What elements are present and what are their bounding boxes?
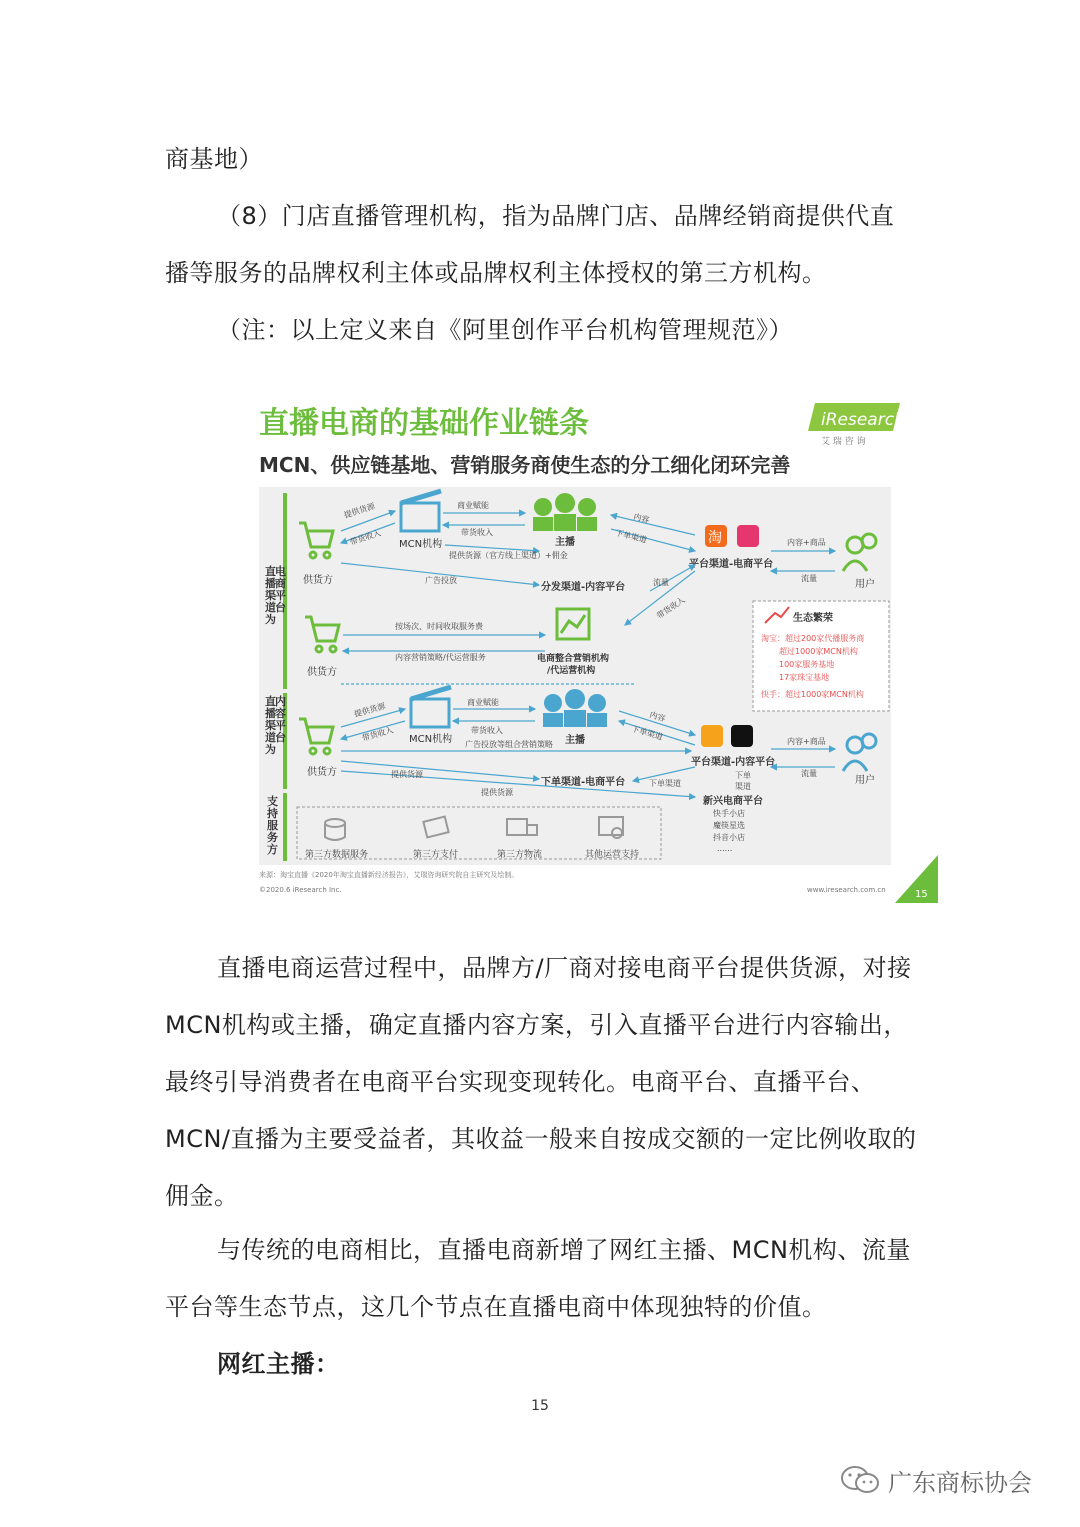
svg-text:直播渠道为: 直播渠道为	[265, 695, 276, 756]
svg-text:内容: 内容	[632, 512, 651, 525]
support-item-payment: 第三方支付	[413, 850, 459, 860]
svg-text:淘: 淘	[708, 530, 722, 546]
support-item-data: 第三方数据服务	[305, 850, 369, 860]
iresearch-logo	[808, 403, 905, 447]
ecommerce-platform-label: 平台渠道-电商平台	[689, 559, 774, 570]
paragraph-definition-8: （8）门店直播管理机构，指为品牌门店、品牌经销商提供代直 播等服务的品牌权利主体或品牌权利主体授权的第三方机构。	[165, 202, 895, 287]
svg-text:直播渠道为: 直播渠道为	[265, 565, 276, 626]
ecommerce-chain-figure	[255, 395, 938, 905]
svg-text:超过1000家MCN机构: 超过1000家MCN机构	[779, 647, 858, 656]
wechat-icon	[840, 1465, 880, 1495]
host-label-2: 主播	[565, 735, 585, 746]
figure-subtitle: MCN、供应链基地、营销服务商使生态的分工细化闭环完善	[259, 453, 791, 477]
user-label-2: 用户	[855, 775, 875, 786]
svg-text:广告投放: 广告投放	[425, 576, 457, 585]
svg-text:带货收入: 带货收入	[471, 726, 503, 735]
svg-text:内容+商品: 内容+商品	[787, 538, 826, 547]
svg-text:100家服务基地: 100家服务基地	[779, 660, 835, 669]
new-platform-label: 新兴电商平台	[703, 796, 763, 807]
svg-text:渠道: 渠道	[735, 782, 751, 791]
mcn-label: MCN机构	[399, 539, 443, 550]
svg-text:商业赋能: 商业赋能	[467, 698, 499, 707]
svg-text:广告投放等组合营销策略: 广告投放等组合营销策略	[465, 740, 553, 749]
svg-text:流量: 流量	[801, 574, 817, 583]
order-platform-label: 下单渠道-电商平台	[541, 777, 626, 788]
svg-text:下单渠道: 下单渠道	[614, 528, 648, 545]
user-label: 用户	[855, 579, 875, 590]
svg-text:流量: 流量	[653, 578, 669, 587]
svg-text:淘宝：超过200家代播服务商: 淘宝：超过200家代播服务商	[761, 634, 865, 643]
agency-label-1: 电商整合营销机构	[537, 654, 610, 664]
svg-text:提供货源（官方线上渠道）+佣金: 提供货源（官方线上渠道）+佣金	[449, 551, 568, 560]
agency-label-2: /代运营机构	[547, 666, 596, 676]
svg-text:内容+商品: 内容+商品	[787, 737, 826, 746]
paragraph-chain-description: 直播电商运营过程中，品牌方/厂商对接电商平台提供货源，对接MCN机构或主播，确定直播内容方案，引入直播平台进行内容输出，最终引导消费者在电商平台实现变现转化。电商平台、直播平台、MCN/直播为主要受益者，其收益一般来自按成交额的一定比例收取的佣金。	[165, 954, 917, 1210]
svg-text:快手：超过1000家MCN机构: 快手：超过1000家MCN机构	[761, 690, 864, 699]
supplier-label-2: 供货方	[307, 667, 337, 678]
support-label	[267, 794, 279, 856]
svg-text:提供货源: 提供货源	[353, 701, 387, 719]
svg-text:按场次、时间收取服务费: 按场次、时间收取服务费	[395, 622, 483, 631]
svg-text:带货收入: 带货收入	[461, 528, 493, 537]
svg-text:提供货源: 提供货源	[481, 788, 513, 797]
paragraph-continuation: 商基地）	[165, 145, 263, 173]
ecology-title: 生态繁荣	[793, 613, 833, 624]
supplier-label: 供货方	[303, 575, 333, 586]
svg-text:下单渠道: 下单渠道	[630, 724, 664, 742]
paragraph-note: （注：以上定义来自《阿里创作平台机构管理规范》）	[217, 316, 793, 344]
svg-text:15: 15	[915, 889, 928, 900]
svg-text:电商平台: 电商平台	[275, 565, 286, 614]
svg-text:下单: 下单	[735, 771, 751, 780]
page-number: 15	[531, 1398, 549, 1414]
svg-text:下单渠道: 下单渠道	[649, 779, 681, 788]
support-item-logistics: 第三方物流	[497, 850, 543, 860]
figure-page-badge	[895, 855, 938, 903]
section-heading-influencer: 网红主播：	[217, 1350, 340, 1378]
svg-text:提供货源: 提供货源	[391, 770, 423, 779]
mcn-label-2: MCN机构	[409, 734, 453, 745]
figure-copyright: ©2020.6 iResearch Inc.	[259, 886, 342, 894]
people-icon-2	[543, 689, 607, 727]
svg-text:带货收入: 带货收入	[348, 528, 383, 547]
svg-text:17家珠宝基地: 17家珠宝基地	[779, 673, 830, 682]
paragraph-comparison: 与传统的电商相比，直播电商新增了网红主播、MCN机构、流量平台等生态节点，这几个节点在直播电商中体现独特的价值。	[165, 1236, 911, 1321]
svg-text:提供货源: 提供货源	[342, 501, 377, 520]
wechat-watermark: 广东商标协会	[840, 1462, 1032, 1498]
svg-text:......: ......	[717, 844, 733, 853]
svg-text:内容平台: 内容平台	[275, 695, 286, 744]
figure-source: 来源：淘宝直播《2020年淘宝直播新经济报告》，艾瑞咨询研究院自主研究及绘制。	[259, 871, 519, 879]
people-icon	[533, 493, 597, 531]
svg-text:带货收入: 带货收入	[361, 725, 395, 743]
distribution-label: 分发渠道-内容平台	[541, 582, 626, 593]
figure-website: www.iresearch.com.cn	[807, 886, 886, 894]
supplier-label-3: 供货方	[307, 767, 337, 778]
svg-text:带货收入: 带货收入	[655, 595, 687, 621]
svg-text:支持服务方: 支持服务方	[267, 795, 278, 856]
content-platform-label: 平台渠道-内容平台	[691, 757, 776, 768]
svg-text:艾 瑞 咨 询: 艾 瑞 咨 询	[821, 437, 866, 447]
svg-text:魔筷星选: 魔筷星选	[713, 821, 745, 830]
svg-text:快手小店: 快手小店	[713, 809, 745, 818]
support-item-other: 其他运营支持	[585, 850, 640, 860]
svg-text:内容营销策略/代运营服务: 内容营销策略/代运营服务	[395, 653, 486, 662]
svg-text:iResearch: iResearch	[821, 410, 905, 430]
svg-text:内容: 内容	[648, 710, 667, 724]
svg-text:流量: 流量	[801, 769, 817, 778]
figure-title: 直播电商的基础作业链条	[259, 406, 589, 441]
host-label: 主播	[555, 537, 575, 548]
svg-text:抖音小店: 抖音小店	[713, 833, 745, 842]
svg-text:商业赋能: 商业赋能	[457, 501, 489, 510]
